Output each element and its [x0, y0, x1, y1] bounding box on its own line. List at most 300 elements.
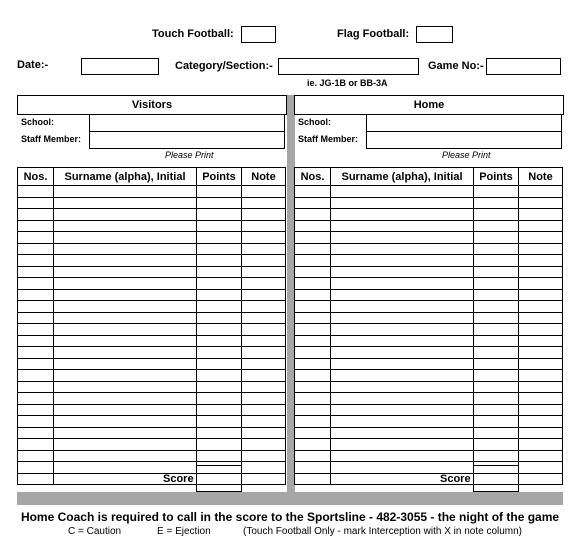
roster-row	[18, 278, 286, 290]
roster-row	[295, 370, 563, 382]
column-header-note: Note	[242, 168, 286, 186]
roster-cell-note[interactable]	[242, 232, 286, 244]
roster-cell-surname[interactable]	[331, 393, 474, 405]
roster-cell-surname[interactable]	[331, 278, 474, 290]
roster-cell-nos[interactable]	[295, 324, 331, 336]
roster-cell-points[interactable]	[474, 232, 519, 244]
roster-cell-surname[interactable]	[331, 186, 474, 198]
touch-football-checkbox[interactable]	[241, 26, 276, 43]
roster-cell-points[interactable]	[197, 232, 242, 244]
roster-cell-points[interactable]	[474, 370, 519, 382]
roster-cell-note[interactable]	[519, 255, 563, 267]
column-header-points: Points	[474, 168, 519, 186]
roster-cell-note[interactable]	[242, 324, 286, 336]
roster-cell-points[interactable]	[197, 404, 242, 416]
roster-cell-surname[interactable]	[331, 370, 474, 382]
roster-cell-note[interactable]	[242, 243, 286, 255]
roster-cell-note[interactable]	[242, 462, 286, 474]
game-no-label: Game No:-	[428, 60, 484, 72]
roster-cell-note[interactable]	[519, 186, 563, 198]
roster-cell-points[interactable]	[474, 358, 519, 370]
roster-cell-note[interactable]	[242, 197, 286, 209]
roster-row	[18, 416, 286, 428]
roster-cell-points[interactable]	[197, 301, 242, 313]
visitors-school-field[interactable]	[89, 114, 285, 132]
roster-cell-points[interactable]	[197, 278, 242, 290]
home-score-field[interactable]	[473, 465, 519, 492]
roster-cell-nos[interactable]	[18, 439, 54, 451]
category-field[interactable]	[278, 58, 419, 75]
roster-row	[18, 473, 286, 485]
roster-cell-nos[interactable]	[18, 266, 54, 278]
roster-cell-points[interactable]	[474, 439, 519, 451]
roster-cell-nos[interactable]	[295, 347, 331, 359]
roster-cell-note[interactable]	[242, 427, 286, 439]
home-roster-body	[295, 186, 563, 485]
roster-cell-surname[interactable]	[54, 220, 197, 232]
touch-football-label: Touch Football:	[152, 28, 234, 40]
roster-cell-nos[interactable]	[18, 358, 54, 370]
roster-row	[295, 335, 563, 347]
roster-cell-surname[interactable]	[54, 381, 197, 393]
home-roster-table	[294, 167, 563, 485]
roster-cell-note[interactable]	[242, 450, 286, 462]
roster-cell-note[interactable]	[519, 232, 563, 244]
roster-cell-nos[interactable]	[295, 439, 331, 451]
roster-cell-nos[interactable]	[18, 186, 54, 198]
roster-cell-note[interactable]	[242, 301, 286, 313]
roster-row	[18, 232, 286, 244]
roster-cell-note[interactable]	[519, 462, 563, 474]
roster-row	[295, 197, 563, 209]
roster-row	[295, 289, 563, 301]
home-school-label: School:	[298, 117, 331, 127]
roster-cell-note[interactable]	[519, 358, 563, 370]
roster-cell-points[interactable]	[474, 324, 519, 336]
roster-cell-surname[interactable]	[54, 358, 197, 370]
visitors-score-field[interactable]	[196, 465, 242, 492]
roster-cell-surname[interactable]	[54, 324, 197, 336]
roster-cell-surname[interactable]	[331, 416, 474, 428]
roster-cell-nos[interactable]	[18, 278, 54, 290]
home-school-field[interactable]	[366, 114, 562, 132]
roster-cell-note[interactable]	[519, 278, 563, 290]
bottom-divider-bar	[17, 492, 563, 505]
column-header-nos: Nos.	[295, 168, 331, 186]
roster-cell-surname[interactable]	[54, 427, 197, 439]
roster-cell-points[interactable]	[197, 335, 242, 347]
roster-cell-note[interactable]	[519, 381, 563, 393]
roster-row	[295, 232, 563, 244]
roster-cell-nos[interactable]	[18, 347, 54, 359]
roster-row	[18, 462, 286, 474]
roster-cell-note[interactable]	[519, 450, 563, 462]
category-label: Category/Section:-	[175, 60, 273, 72]
home-score-label: Score	[440, 473, 471, 485]
roster-cell-surname[interactable]	[331, 462, 474, 474]
roster-cell-points[interactable]	[474, 312, 519, 324]
column-header-nos: Nos.	[18, 168, 54, 186]
roster-row	[295, 427, 563, 439]
roster-cell-points[interactable]	[197, 347, 242, 359]
roster-cell-nos[interactable]	[18, 289, 54, 301]
roster-cell-surname[interactable]	[331, 335, 474, 347]
roster-cell-surname[interactable]	[54, 370, 197, 382]
home-staff-label: Staff Member:	[298, 134, 359, 144]
roster-row	[295, 220, 563, 232]
roster-row	[295, 312, 563, 324]
roster-cell-nos[interactable]	[295, 404, 331, 416]
visitors-score-label: Score	[163, 473, 194, 485]
roster-row	[295, 473, 563, 485]
roster-cell-points[interactable]	[197, 255, 242, 267]
roster-cell-nos[interactable]	[18, 197, 54, 209]
visitors-roster-body	[18, 186, 286, 485]
roster-row	[295, 243, 563, 255]
roster-cell-nos[interactable]	[295, 370, 331, 382]
roster-cell-points[interactable]	[197, 324, 242, 336]
roster-cell-surname[interactable]	[331, 255, 474, 267]
roster-cell-nos[interactable]	[18, 312, 54, 324]
roster-cell-points[interactable]	[197, 197, 242, 209]
caution-legend: C = Caution	[68, 526, 122, 537]
roster-cell-nos[interactable]	[295, 243, 331, 255]
roster-cell-points[interactable]	[474, 289, 519, 301]
category-hint: ie. JG-1B or BB-3A	[307, 78, 388, 88]
roster-cell-surname[interactable]	[54, 209, 197, 221]
roster-cell-nos[interactable]	[295, 197, 331, 209]
roster-cell-note[interactable]	[242, 404, 286, 416]
roster-cell-note[interactable]	[242, 416, 286, 428]
roster-row	[295, 358, 563, 370]
roster-cell-surname[interactable]	[54, 450, 197, 462]
roster-row	[295, 266, 563, 278]
roster-cell-nos[interactable]	[18, 416, 54, 428]
visitors-staff-field[interactable]	[89, 131, 285, 149]
roster-cell-nos[interactable]	[295, 255, 331, 267]
roster-cell-surname[interactable]	[54, 255, 197, 267]
roster-cell-nos[interactable]	[18, 462, 54, 474]
roster-row	[18, 381, 286, 393]
roster-cell-nos[interactable]	[295, 427, 331, 439]
roster-cell-points[interactable]	[474, 301, 519, 313]
roster-cell-nos[interactable]	[295, 209, 331, 221]
column-header-note: Note	[519, 168, 563, 186]
roster-row	[18, 243, 286, 255]
roster-cell-points[interactable]	[474, 243, 519, 255]
roster-cell-points[interactable]	[197, 220, 242, 232]
roster-cell-surname[interactable]	[331, 266, 474, 278]
visitors-title: Visitors	[17, 95, 287, 115]
roster-row	[18, 439, 286, 451]
roster-row	[295, 255, 563, 267]
roster-cell-points[interactable]	[197, 393, 242, 405]
roster-cell-surname[interactable]	[331, 404, 474, 416]
roster-cell-nos[interactable]	[18, 324, 54, 336]
roster-cell-nos[interactable]	[18, 370, 54, 382]
roster-cell-nos[interactable]	[295, 393, 331, 405]
roster-cell-points[interactable]	[197, 439, 242, 451]
roster-cell-note[interactable]	[242, 312, 286, 324]
roster-row	[18, 301, 286, 313]
roster-cell-note[interactable]	[519, 266, 563, 278]
roster-row	[18, 335, 286, 347]
roster-cell-points[interactable]	[474, 186, 519, 198]
roster-cell-points[interactable]	[474, 335, 519, 347]
roster-cell-nos[interactable]	[295, 462, 331, 474]
roster-cell-points[interactable]	[197, 266, 242, 278]
footer-instruction: Home Coach is required to call in the score to the Sportsline - 482-3055 - the night of the game	[20, 510, 560, 524]
roster-row	[295, 324, 563, 336]
roster-cell-surname[interactable]	[331, 450, 474, 462]
roster-cell-note[interactable]	[242, 370, 286, 382]
roster-cell-points[interactable]	[197, 416, 242, 428]
roster-cell-nos[interactable]	[18, 301, 54, 313]
roster-cell-surname[interactable]	[54, 243, 197, 255]
roster-row	[295, 186, 563, 198]
roster-cell-surname[interactable]	[54, 393, 197, 405]
roster-cell-points[interactable]	[197, 186, 242, 198]
roster-row	[295, 209, 563, 221]
roster-cell-nos[interactable]	[295, 358, 331, 370]
home-info	[294, 114, 562, 168]
roster-cell-note[interactable]	[519, 393, 563, 405]
roster-cell-nos[interactable]	[295, 232, 331, 244]
roster-row	[18, 186, 286, 198]
roster-cell-points[interactable]	[474, 404, 519, 416]
roster-cell-surname[interactable]	[331, 347, 474, 359]
roster-cell-nos[interactable]	[18, 393, 54, 405]
roster-cell-points[interactable]	[474, 266, 519, 278]
roster-row	[295, 404, 563, 416]
roster-row	[295, 393, 563, 405]
date-field[interactable]	[81, 58, 159, 75]
roster-row	[18, 289, 286, 301]
roster-cell-surname[interactable]	[331, 324, 474, 336]
roster-cell-points[interactable]	[197, 381, 242, 393]
roster-row	[18, 220, 286, 232]
roster-row	[18, 324, 286, 336]
roster-row	[295, 439, 563, 451]
roster-cell-surname[interactable]	[54, 289, 197, 301]
roster-cell-note[interactable]	[519, 312, 563, 324]
roster-cell-surname[interactable]	[54, 301, 197, 313]
roster-cell-note[interactable]	[519, 335, 563, 347]
roster-cell-surname[interactable]	[331, 209, 474, 221]
roster-cell-surname[interactable]	[54, 439, 197, 451]
roster-cell-nos[interactable]	[295, 381, 331, 393]
roster-cell-nos[interactable]	[295, 416, 331, 428]
roster-row	[295, 450, 563, 462]
roster-row	[295, 462, 563, 474]
flag-football-checkbox[interactable]	[416, 26, 453, 43]
roster-cell-points[interactable]	[474, 427, 519, 439]
roster-cell-nos[interactable]	[295, 186, 331, 198]
roster-cell-note[interactable]	[242, 209, 286, 221]
roster-cell-note[interactable]	[519, 347, 563, 359]
roster-cell-points[interactable]	[197, 243, 242, 255]
roster-cell-nos[interactable]	[18, 450, 54, 462]
roster-cell-points[interactable]	[474, 255, 519, 267]
roster-cell-points[interactable]	[474, 278, 519, 290]
roster-cell-surname[interactable]	[331, 301, 474, 313]
roster-row	[18, 358, 286, 370]
roster-cell-note[interactable]	[242, 220, 286, 232]
roster-cell-note[interactable]	[519, 301, 563, 313]
roster-row	[18, 255, 286, 267]
roster-cell-note[interactable]	[242, 186, 286, 198]
roster-cell-nos[interactable]	[18, 381, 54, 393]
game-no-field[interactable]	[486, 58, 561, 75]
roster-cell-nos[interactable]	[18, 243, 54, 255]
roster-cell-surname[interactable]	[331, 381, 474, 393]
roster-cell-points[interactable]	[474, 393, 519, 405]
visitors-panel	[17, 95, 287, 493]
roster-cell-surname[interactable]	[331, 427, 474, 439]
roster-cell-nos[interactable]	[18, 473, 54, 485]
roster-cell-points[interactable]	[197, 358, 242, 370]
roster-cell-note[interactable]	[519, 427, 563, 439]
roster-cell-nos[interactable]	[18, 255, 54, 267]
roster-cell-note[interactable]	[519, 220, 563, 232]
roster-row	[295, 301, 563, 313]
roster-cell-nos[interactable]	[295, 450, 331, 462]
roster-cell-note[interactable]	[519, 289, 563, 301]
roster-cell-points[interactable]	[474, 220, 519, 232]
roster-cell-note[interactable]	[242, 289, 286, 301]
roster-row	[18, 393, 286, 405]
roster-cell-note[interactable]	[519, 473, 563, 485]
roster-cell-nos[interactable]	[295, 473, 331, 485]
roster-cell-points[interactable]	[197, 370, 242, 382]
roster-cell-surname[interactable]	[54, 347, 197, 359]
roster-row	[295, 381, 563, 393]
roster-cell-note[interactable]	[519, 324, 563, 336]
roster-cell-points[interactable]	[474, 209, 519, 221]
roster-cell-points[interactable]	[474, 381, 519, 393]
roster-cell-points[interactable]	[474, 347, 519, 359]
column-header-surname: Surname (alpha), Initial	[54, 168, 197, 186]
column-header-surname: Surname (alpha), Initial	[331, 168, 474, 186]
column-header-points: Points	[197, 168, 242, 186]
roster-row	[18, 404, 286, 416]
roster-cell-note[interactable]	[242, 439, 286, 451]
roster-cell-nos[interactable]	[295, 278, 331, 290]
home-panel	[294, 95, 564, 493]
visitors-school-label: School:	[21, 117, 54, 127]
roster-cell-note[interactable]	[519, 439, 563, 451]
roster-cell-surname[interactable]	[331, 312, 474, 324]
roster-cell-surname[interactable]	[331, 289, 474, 301]
roster-cell-points[interactable]	[197, 312, 242, 324]
roster-cell-nos[interactable]	[295, 266, 331, 278]
visitors-info	[17, 114, 285, 168]
roster-row	[18, 197, 286, 209]
roster-cell-points[interactable]	[197, 427, 242, 439]
roster-cell-surname[interactable]	[54, 232, 197, 244]
roster-cell-note[interactable]	[242, 358, 286, 370]
touch-football-note: (Touch Football Only - mark Interception with X in note column)	[243, 526, 523, 537]
ejection-legend: E = Ejection	[157, 526, 211, 537]
roster-cell-note[interactable]	[519, 370, 563, 382]
visitors-roster-table	[17, 167, 286, 485]
roster-cell-nos[interactable]	[295, 301, 331, 313]
roster-cell-nos[interactable]	[18, 404, 54, 416]
roster-cell-surname[interactable]	[54, 266, 197, 278]
roster-row	[18, 427, 286, 439]
visitors-print-hint: Please Print	[165, 150, 214, 160]
roster-cell-note[interactable]	[242, 347, 286, 359]
roster-row	[18, 312, 286, 324]
roster-cell-surname[interactable]	[54, 186, 197, 198]
roster-cell-note[interactable]	[519, 209, 563, 221]
roster-cell-note[interactable]	[242, 278, 286, 290]
roster-cell-surname[interactable]	[54, 404, 197, 416]
visitors-staff-label: Staff Member:	[21, 134, 82, 144]
roster-row	[18, 209, 286, 221]
roster-cell-points[interactable]	[474, 416, 519, 428]
roster-row	[295, 416, 563, 428]
roster-cell-points[interactable]	[197, 289, 242, 301]
roster-cell-nos[interactable]	[18, 427, 54, 439]
roster-cell-note[interactable]	[242, 255, 286, 267]
roster-cell-surname[interactable]	[54, 462, 197, 474]
roster-cell-note[interactable]	[519, 197, 563, 209]
roster-row	[18, 347, 286, 359]
roster-cell-surname[interactable]	[54, 416, 197, 428]
roster-cell-surname[interactable]	[54, 197, 197, 209]
roster-cell-nos[interactable]	[18, 209, 54, 221]
roster-cell-points[interactable]	[197, 209, 242, 221]
roster-cell-note[interactable]	[519, 404, 563, 416]
roster-cell-note[interactable]	[519, 416, 563, 428]
roster-cell-nos[interactable]	[295, 335, 331, 347]
roster-cell-points[interactable]	[197, 450, 242, 462]
roster-cell-surname[interactable]	[331, 243, 474, 255]
roster-cell-surname[interactable]	[331, 358, 474, 370]
roster-cell-surname[interactable]	[331, 220, 474, 232]
roster-cell-surname[interactable]	[54, 278, 197, 290]
roster-cell-nos[interactable]	[295, 289, 331, 301]
roster-cell-note[interactable]	[242, 335, 286, 347]
roster-cell-surname[interactable]	[54, 312, 197, 324]
flag-football-label: Flag Football:	[337, 28, 410, 40]
roster-row	[18, 266, 286, 278]
roster-cell-nos[interactable]	[295, 220, 331, 232]
roster-cell-surname[interactable]	[331, 197, 474, 209]
roster-cell-nos[interactable]	[18, 220, 54, 232]
roster-cell-surname[interactable]	[331, 439, 474, 451]
roster-cell-note[interactable]	[519, 243, 563, 255]
roster-cell-points[interactable]	[474, 450, 519, 462]
home-staff-field[interactable]	[366, 131, 562, 149]
roster-cell-note[interactable]	[242, 266, 286, 278]
roster-cell-surname[interactable]	[331, 232, 474, 244]
roster-cell-nos[interactable]	[18, 232, 54, 244]
home-title: Home	[294, 95, 564, 115]
roster-cell-note[interactable]	[242, 393, 286, 405]
roster-cell-nos[interactable]	[295, 312, 331, 324]
roster-cell-surname[interactable]	[54, 335, 197, 347]
roster-cell-points[interactable]	[474, 197, 519, 209]
roster-cell-nos[interactable]	[18, 335, 54, 347]
home-print-hint: Please Print	[442, 150, 491, 160]
roster-row	[18, 450, 286, 462]
date-label: Date:-	[17, 59, 49, 71]
roster-cell-note[interactable]	[242, 381, 286, 393]
roster-cell-note[interactable]	[242, 473, 286, 485]
roster-row	[295, 347, 563, 359]
